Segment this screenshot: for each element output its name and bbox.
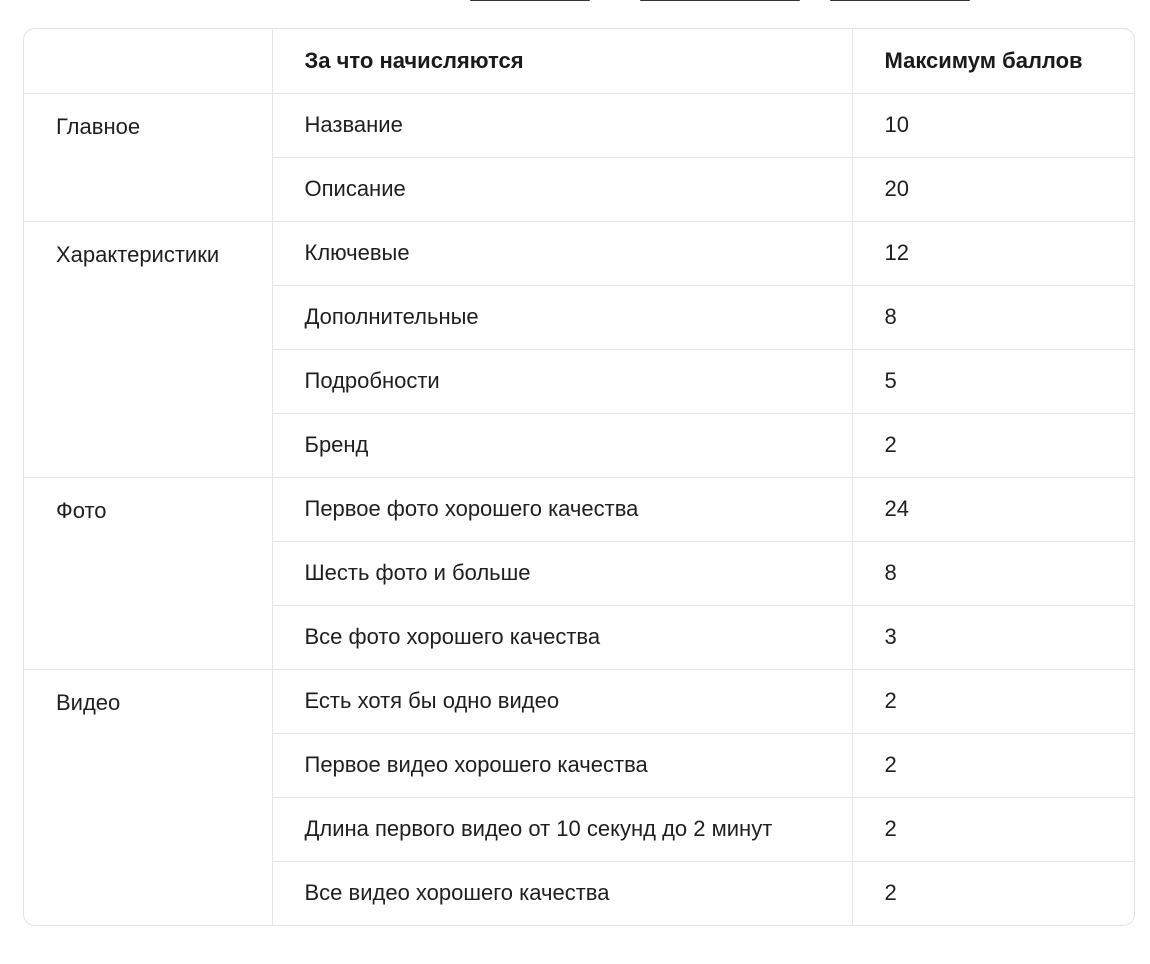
header-category (24, 29, 272, 93)
criterion-cell: Первое видео хорошего качества (272, 733, 852, 797)
points-cell: 2 (884, 880, 897, 906)
criterion-cell: Шесть фото и больше (272, 541, 852, 605)
points-cell: 10 (852, 93, 1134, 157)
points-cell: 2 (852, 413, 1134, 477)
criterion-cell: Название (272, 93, 852, 157)
criterion-cell: Первое фото хорошего качества (272, 477, 852, 541)
criterion-cell: Бренд (272, 413, 852, 477)
header-max-points: Максимум баллов (852, 29, 1134, 93)
criterion-cell: Описание (272, 157, 852, 221)
criterion-cell: Ключевые (272, 221, 852, 285)
points-cell: 8 (852, 541, 1134, 605)
table-row (24, 477, 1134, 541)
criterion-cell: Все фото хорошего качества (272, 605, 852, 669)
points-cell: 2 (852, 669, 1134, 733)
points-table (23, 28, 1135, 926)
clipped-text-line (0, 0, 1150, 4)
points-cell: 2 (852, 733, 1134, 797)
group-characteristics: Характеристики (24, 221, 272, 477)
group-video: Видео (24, 669, 272, 925)
criterion-cell: Есть хотя бы одно видео (272, 669, 852, 733)
points-cell: 3 (852, 605, 1134, 669)
group-photo: Фото (24, 477, 272, 669)
table-row (24, 669, 1134, 733)
table-row (24, 221, 1134, 285)
points-table-grid (24, 29, 1134, 925)
points-cell: 24 (852, 477, 1134, 541)
group-main: Главное (24, 93, 272, 221)
points-cell: 20 (852, 157, 1134, 221)
points-cell: 5 (852, 349, 1134, 413)
table-header-row (24, 29, 1134, 93)
points-cell: 12 (852, 221, 1134, 285)
criterion-cell: Длина первого видео от 10 секунд до 2 минут (272, 797, 852, 861)
table-row (24, 93, 1134, 157)
criterion-cell: Подробности (272, 349, 852, 413)
points-cell: 2 (852, 797, 1134, 861)
points-cell: 8 (852, 285, 1134, 349)
criterion-cell: Все видео хорошего качества (272, 861, 852, 925)
header-criterion: За что начисляются (272, 29, 852, 93)
criterion-cell: Дополнительные (272, 285, 852, 349)
